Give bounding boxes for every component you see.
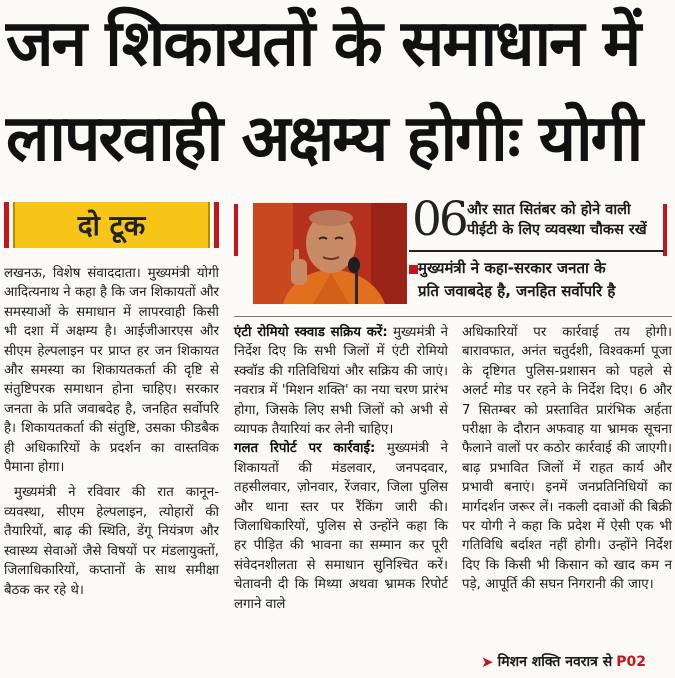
label-right-bar — [214, 202, 219, 248]
headline-line-2: लापरवाही अक्षम्य होगीः योगी — [6, 102, 642, 176]
subheading-wrong-report: गलत रिपोर्ट पर कार्रवाई: — [234, 441, 376, 457]
article-column-3 — [462, 323, 672, 595]
article-paragraph: लखनऊ, विशेष संवाददाता। मुख्यमंत्री योगी आदित्यनाथ ने कहा है कि जन शिकायतों और समस्याओं के समाधान में लापरवाही किसी भी दशा में अक्षम्य है। आईजीआरएस और सीएम हेल्पलाइन पर प्राप्त हर जन शिकायत और समस्या का शिकायतकर्ता की दृष्टि से संतुष्टिपरक समाधान होना चाहिए। सरकार जनता के प्रति जवाबदेह है, जनहित सर्वोपरि है। शिकायतकर्ता की संतुष्टि, उसका फीडबैक ही अधिकारियों के प्रदर्शन का वास्तविक पैमाना होगा। — [4, 266, 219, 476]
article-paragraph: मुख्यमंत्री ने रविवार की रात कानून-व्यवस्था, सीएम हेल्पलाइन, त्योहारों की तैयारियों, बाढ़ की स्थिति, डेंगू नियंत्रण और स्वास्थ्य सेवाओं जैसे विषयों पर मंडलायुक्तों, जिलाधिकारियों, कप्तानों के साथ समीक्षा बैठक कर रहे थे। — [4, 485, 219, 598]
square-bullet-icon — [409, 265, 418, 274]
continuation-text: मिशन शक्ति नवरात्र से — [497, 654, 613, 670]
label-left-bar — [4, 202, 9, 248]
top-rule-col2-col3 — [234, 316, 672, 317]
headline-line-1: जन शिकायतों के समाधान में — [6, 7, 640, 81]
article-column-2 — [234, 323, 448, 614]
highlight-line-2: प्रति जवाबदेह है, जनहित सर्वोपरि है — [418, 282, 616, 300]
photo-left-divider — [234, 204, 238, 256]
do-took-text: दो टूक — [13, 202, 210, 248]
continuation-page: P02 — [616, 653, 646, 670]
do-took-label — [4, 202, 219, 248]
callout-text-line-1: और सात सितंबर को होने वाली — [467, 202, 631, 218]
article-paragraph: मुख्यमंत्री ने शिकायतों की मंडलवार, जनपदवार, तहसीलवार, ज़ोनवार, रेंजवार, जिला पुलिस और थाना स्तर पर रैंकिंग जारी की। जिलाधिकारियों, पुलिस से उन्होंने कहा कि हर पीड़ित की भावना का सम्मान कर पूरी संवेदनशीलता से समाधान सुनिश्चित करें। चेतावनी दी कि मिथ्या अथवा भ्रामक रिपोर्ट लगाने वाले — [234, 441, 448, 612]
continuation-link[interactable] — [481, 652, 646, 671]
callout-right-divider — [663, 204, 667, 256]
person-photo-icon — [253, 203, 407, 304]
highlight-line-1: मुख्यमंत्री ने कहा-सरकार जनता के — [418, 259, 606, 277]
article-paragraph: मुख्यमंत्री ने निर्देश दिए कि सभी जिलों में एंटी रोमियो स्क्वॉड की गतिविधियां और सक्रिय की जाएं। नवरात्र में 'मिशन शक्ति' का नया चरण प्रारंभ होगा, जिसके लिए सभी जिलों को अभी से व्यापक तैयारियां कर लेनी चाहिए। — [234, 325, 448, 438]
article-column-1 — [4, 264, 219, 600]
callout-divider — [409, 250, 664, 252]
callout-number: 06 — [412, 192, 466, 247]
subheading-anti-romeo: एंटी रोमियो स्क्वाड सक्रिय करें: — [234, 325, 388, 340]
arrow-right-icon: ➤ — [481, 652, 494, 671]
callout-text-line-2: पीईटी के लिए व्यवस्था चौकस रखें — [467, 222, 647, 238]
article-paragraph: अधिकारियों पर कार्रवाई तय होगी। बारावफात, अनंत चतुर्दशी, विश्वकर्मा पूजा के दृष्टिगत पुलिस-प्रशासन को पहले से अलर्ट मोड पर रहने के निर्देश दिए। 6 और 7 सितम्बर को प्रस्तावित प्रारंभिक अर्हता परीक्षा के दौरान अफवाह या भ्रामक सूचना फैलाने वालों पर कठोर कार्रवाई की जाएगी। बाढ़ प्रभावित जिलों में राहत कार्य और प्रभावी बनाएं। इनमें जनप्रतिनिधियों का मार्गदर्शन जरूर लें। नकली दवाओं की बिक्री पर योगी ने कहा कि प्रदेश में ऐसी एक भी गतिविधि बर्दाश्त नहीं होगी। उन्होंने निर्देश दिए कि किसी भी किसान को खाद कम न पड़े, आपूर्ति की सघन निगरानी की जाए। — [462, 325, 672, 593]
